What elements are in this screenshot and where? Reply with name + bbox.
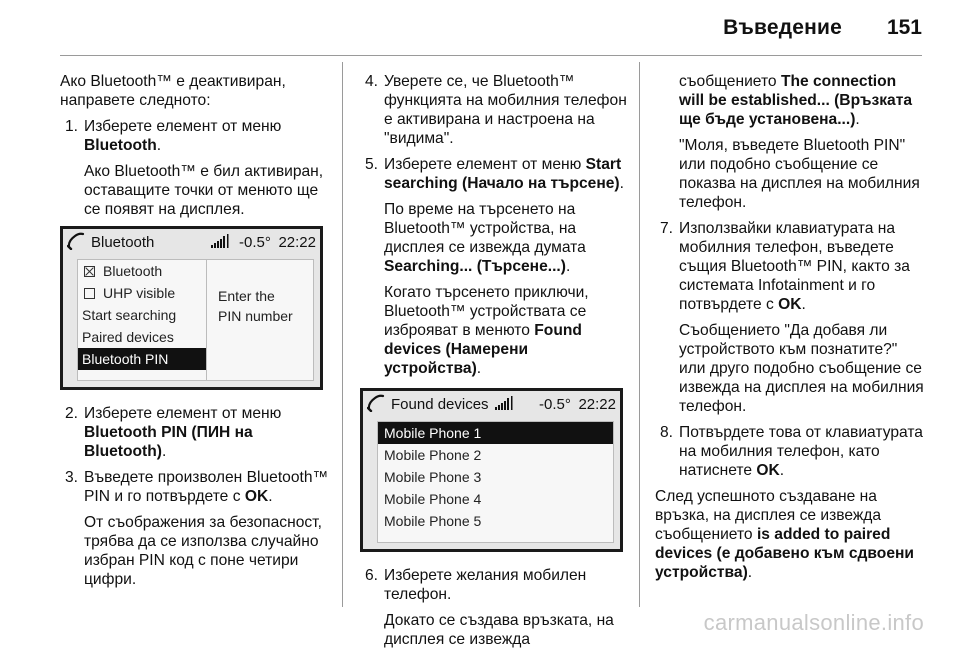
device-item-1[interactable]: Mobile Phone 1 [378,422,613,444]
step-5 [360,155,628,378]
step-6 [360,566,628,649]
column-2 [360,72,628,656]
menu-item-paired-devices[interactable]: Paired devices [82,329,174,345]
step-1 [60,117,330,219]
column-3 [655,72,925,589]
step-number: 3. [65,469,79,486]
step-4 [360,72,628,148]
step-text: Уверете се, че Bluetooth™ функцията на мобилния телефон е активирана и настроена на "видима". [384,73,627,147]
signal-strength-icon [211,234,231,248]
device-item-5[interactable]: Mobile Phone 5 [384,513,482,529]
bluetooth-menu-screenshot [60,226,323,390]
page-number: 151 [886,16,922,39]
device-item-4[interactable]: Mobile Phone 4 [384,491,482,507]
screen-status-bar [63,229,320,255]
step-2 [60,404,330,461]
step-text: Изберете елемент от меню Bluetooth. [84,118,282,154]
clock: 22:22 [278,234,316,251]
step-6-note: "Моля, въведете Bluetooth PIN" или подобно съобщение се показва на дисплея на мобилния телефон. [679,137,920,211]
device-item-2[interactable]: Mobile Phone 2 [384,447,482,463]
step-number: 5. [365,156,379,173]
column-1 [60,72,330,596]
found-devices-screenshot [360,388,623,552]
step-text: Въведете произволен Bluetooth™ PIN и го потвърдете с OK. [84,469,329,505]
step-number: 2. [65,405,79,422]
signal-strength-icon [495,396,515,410]
clock: 22:22 [578,396,616,413]
step-number: 6. [365,567,379,584]
screen-menu-panel [377,421,614,543]
screen-status-bar [363,391,620,417]
step-8 [655,423,925,480]
step-number: 1. [65,118,79,135]
step-note: Ако Bluetooth™ е бил активиран, оставащите точки от менюто ще се появят на дисплея. [84,163,324,218]
header-divider [60,55,922,56]
watermark: carmanualsonline.info [703,610,924,635]
intro-paragraph: Ако Bluetooth™ е деактивиран, направете следното: [60,73,286,109]
step-number: 4. [365,73,379,90]
phone-handset-icon [67,232,85,250]
column-divider-2 [639,62,640,607]
step-note: От съображения за безопасност, трябва да се използва случайно избран PIN код с поне четири цифри. [84,514,322,588]
screen-title: Found devices [391,396,489,413]
step-3 [60,468,330,589]
phone-handset-icon [367,394,385,412]
outro-paragraph: След успешното създаване на връзка, на дисплея се извежда съобщението is added to paired devices (е добавено към сдвоени устройства). [655,488,915,581]
step-note: По време на търсенето на Bluetooth™ устройства, на дисплея се извежда думата Searching... (Търсене...). [384,201,586,275]
outside-temperature: -0.5° [539,396,571,413]
checked-box-icon [84,266,95,277]
step-text: Потвърдете това от клавиатурата на мобилния телефон, като натиснете OK. [679,424,923,479]
unchecked-box-icon [84,288,95,299]
device-item-3[interactable]: Mobile Phone 3 [384,469,482,485]
menu-item-start-searching[interactable]: Start searching [82,307,177,323]
step-note: Докато се създава връзката, на дисплея се извежда [384,612,614,648]
column-divider-1 [342,62,343,607]
step-number: 8. [660,424,674,441]
step-text: Изберете елемент от меню Bluetooth PIN (ПИН на Bluetooth). [84,405,282,460]
step-7 [655,219,925,416]
bluetooth-menu-list [78,260,207,380]
step-text: Използвайки клавиатурата на мобилния телефон, въведете същия Bluetooth™ PIN, както за системата Infotainment и го потвърдете с OK. [679,220,910,313]
menu-item-uhp-visible[interactable]: UHP visible [78,282,206,304]
screen-help-text: Enter the PIN number [218,288,293,324]
menu-item-bluetooth[interactable]: Bluetooth [78,260,206,282]
step-text: Изберете елемент от меню Start searching (Начало на търсене). [384,156,624,192]
page-header-title: Въведение [723,16,842,39]
menu-item-bluetooth-pin[interactable]: Bluetooth PIN [78,348,206,370]
outside-temperature: -0.5° [239,234,271,251]
screen-menu-panel [77,259,314,381]
step-note: Съобщението "Да добавя ли устройството към познатите?" или друго подобно съобщение се извежда на дисплея на мобилния телефон. [679,322,924,415]
step-number: 7. [660,220,674,237]
step-note: Когато търсенето приключи, Bluetooth™ устройствата се изброяват в менюто Found devices (Намерени устройства). [384,284,589,377]
step-6-continued: съобщението The connection will be established... (Връзката ще бъде установена...). [679,73,913,128]
screen-title: Bluetooth [91,234,155,251]
step-text: Изберете желания мобилен телефон. [384,567,587,603]
